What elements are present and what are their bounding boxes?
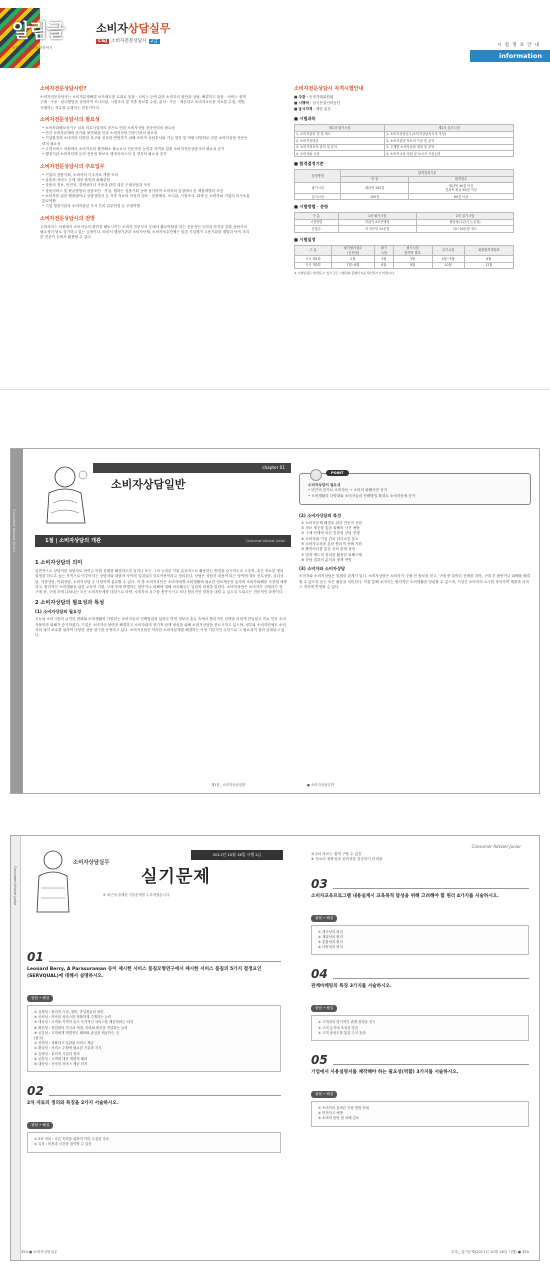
method-table [294, 212, 514, 232]
paragraph: 소비자와 소비자상담은 밀접한 관계가 있다. 소비자상담은 소비자가 구매 전 정보를 얻고, 구매 중 올바른 선택을 하며, 구매 후 불만이나 피해를 해결할 수 있도록 돕는 모든 활동을 의미한다. 이를 통해 소비자는 합리적인 소비생활을 영위할 수 있으며, 기업은 소비자의 요구를 파악하여 제품과 서비스 개선에 반영할 수 있다. [299, 574, 531, 589]
section-title: 1절 | 소비자상담의 개관 [45, 538, 102, 544]
table-cell: 시험방법 [295, 219, 339, 225]
point-box [299, 473, 531, 505]
table-row [295, 226, 514, 232]
table-cell: 필기시험 [295, 183, 341, 194]
bullet-list [40, 173, 250, 210]
table-header: 제1차 필기시험 [295, 125, 385, 131]
subheading: (2) 소비자상담의 특성 [299, 512, 342, 518]
series-title [96, 20, 170, 36]
table-row [295, 151, 514, 157]
table-cell: 3. 소비자정보의 관리 및 분석 [295, 144, 385, 150]
point-line: 소비자상담의 필요성 [308, 483, 341, 487]
section-title: 소비자전문상담사의 주요업무 [40, 163, 105, 170]
chapter-title: 소비자상담일반 [111, 478, 186, 491]
table-header: 합격결정기준 [341, 170, 514, 176]
answer-line: ⑤ 대응성 : 신속한 서비스 제공 의지 [34, 1062, 88, 1067]
list-item: ⑤ 소비자교육을 통한 합리적 선택 지원 [301, 542, 363, 547]
table-cell: 기사 제3회 [295, 262, 332, 268]
section-title: 소비자전문상담사의 전망 [40, 215, 95, 222]
question-rule [333, 978, 529, 979]
subjects-table [294, 124, 514, 157]
point-tag: POINT [326, 470, 349, 476]
answer-tag: 참답 • 해설 [311, 915, 337, 922]
table-row [295, 183, 514, 194]
answer-line: ② 고객 유지에 초점을 맞춤 [318, 1025, 359, 1030]
pass-label: ■ 합격결정기준 [294, 161, 324, 167]
series-sub: 소비자전문상담사 [111, 39, 147, 44]
list-item: • 상품서비스 및 환급방법의 상담조언 · 작성, 행하는 상품기획 등에 참가하여 소비자의 입장에서 본 제품개발과 조언 [42, 188, 224, 193]
table-cell: 매과목 40점 이상 전과목 평균 60점 이상 [409, 183, 514, 194]
table-cell: 8월 [375, 262, 393, 268]
answer-box [311, 1101, 529, 1127]
list-item: ② 정보 제공을 통한 피해의 사전 예방 [301, 526, 360, 531]
question-text: 소비자교육프로그램 내용설계시 교육목적 달성을 위해 고려해야 할 원리 4가지를 서술하시오. [311, 893, 499, 899]
list-item: • 상품과 서비스 등에 대한 불만과 피해상담 [42, 177, 110, 182]
footer-right: ● 소비자상담일반 [307, 783, 334, 787]
answer-line: ③ 고객 충성도를 통한 수익 창출 [318, 1030, 366, 1035]
answer-line: ③ 소비자 불만 및 피해 감소 [318, 1116, 360, 1121]
left-column [40, 80, 250, 241]
table-cell: 1. 소비자상담실무(소비자상담서식의 작성) [385, 131, 514, 137]
method-label: ■ 시험방법 · 문항 [294, 204, 329, 210]
table-header: 최종합격자발표 [464, 245, 513, 256]
question-number: 02 [27, 1084, 44, 1099]
table-cell: 매과목 100점 [341, 183, 409, 194]
list-item: ⑥ 불만처리를 통한 신뢰 관계 형성 [301, 547, 356, 552]
info-row: ■ 시행처 : 한국산업인력공단 [294, 100, 341, 105]
question-number: 05 [311, 1053, 328, 1068]
paragraph: 일반적으로 상담이란 내담자로 하여금 어떤 문제를 해결하도록 돕거나 또는 그의 능력을 키워 효과적으로 활용하는 방법을 습득하도록 도우며, 혹은 중요한 생의 결정을 하도록 돕는 목적으로 이루어지는 상담자와 내담자 사이의 일대일의 상호작용이라고 정의된다. 상담은 상담자 내용이 되는 영역에 따라 진로상담, 심리상담, 가정상담, 목회상담, 소비자상담 등 다양하게 분류할 수 있다. 이 중 소비자상담은 소비자에게 소비생활에 필요한 정보제공을 통하여 소비자피해를 사전에 예방하고, 합리적인 소비생활을 위한 교육적 지원, 구매 후에 발생하는 불만이나 피해에 대해 처리해주는 일련의 과정을 말한다. 소비자상담은 소비자가 구매하기 전, 구매 중, 구매 후에 나타나는 모든 소비자문제를 대상으로 하며, 소비자의 욕구를 충족시키고 보다 합리적인 결정을 내릴 수 있도록 도와주는 전문적인 과정이다. [35, 569, 287, 595]
answer-line: ③ 유형성 : 물리적 시설과 장비 [34, 1051, 80, 1056]
answer-tag: 참답 • 해설 [27, 1122, 53, 1129]
answer-tag: 참답 • 해설 [311, 1005, 337, 1012]
table-cell: 4. 소비자와 시장 [295, 151, 385, 157]
page-title: 실기문제 [141, 867, 211, 887]
spine-text: Consumer Adviser Junior [13, 866, 17, 906]
left-column [27, 946, 281, 1161]
table-cell: 7월~8월 [331, 262, 374, 268]
logo: 알림글 [12, 20, 65, 42]
table-cell: 100점 [341, 194, 409, 200]
info-row: ■ 주관 : 공정거래위원회 [294, 95, 334, 99]
table-cell: 6월 [464, 256, 513, 262]
right-column [311, 852, 529, 1135]
table-cell: 필답형(주관식 논술형) [416, 219, 513, 225]
question-rule [333, 1064, 529, 1065]
answer-line: ② 안전사고 예방 [318, 1111, 343, 1116]
footer-left: 제1장_ 소비자상담일반 [211, 783, 246, 787]
answer-line: ① 신뢰성 : 정확하고 일관된 서비스 제공 [34, 1041, 94, 1046]
list-item: • 소비자피해보상기구 설치 의무사업자의 증가로 인한 소비자상담 전문인력의 필요성 [42, 125, 175, 130]
schedule-label: ■ 시험일정 [294, 236, 316, 242]
point-line: • 소비생활의 다양화와 소비자들의 선택방법 확대로 소비자문제 증가 [308, 493, 416, 498]
table-cell: 2. 소비자관련 자료의 가공 및 분석 [385, 138, 514, 144]
table-cell: 문항수 [295, 226, 339, 232]
subjects-label-text: 시험과목 [299, 116, 316, 122]
list-item: ⑦ 법적·제도적 장치를 활용한 피해구제 [301, 552, 363, 557]
answer-box [27, 1005, 281, 1072]
title-note: ※ 최근에 출제된 기출문제를 수록하였습니다. [103, 893, 171, 897]
table-cell: 9월 [393, 262, 432, 268]
section-body: 소비자전문상담사는 소비자분쟁해결 보조제도를 토대로 물품 · 서비스 등에 관한 소비자의 불만을 상담, 해결하고 물품 · 서비스 정책 구매 · 사용 · 관리방법을 상담하여 모니터링, 시장조사 및 각종 정보를 수집, 분석 · 가공 · 제공하고 소비자교육용 자료를 수집, 개발, 시행하는 직무를 수행하는 전문가이다. [40, 95, 246, 110]
section-title: 소비자전문상담사의 필요성 [40, 116, 100, 123]
table-cell: 기사 제1회 [295, 256, 332, 262]
list-item: • 고객서비스 차원에서 소비자들의 불만해소 불요로서 전문적인 능력과 자격을 갖춘 소비자전문상담사의 필요성 증가 [42, 147, 225, 152]
right-column [299, 473, 531, 590]
table-cell: 4. 소비자교육 지원 및 보고서 작성능력 [385, 151, 514, 157]
answer-line: ④ 확신성 : 종업원의 지식과 예절, 신뢰와 확신을 전달하는 능력 [34, 1025, 128, 1030]
info-en: information [470, 50, 550, 62]
table-row [295, 194, 514, 200]
table-cell: 60점 이상 [409, 194, 514, 200]
table-header: 구 분 [295, 245, 332, 256]
schedule-note: ※ 시행일정은 변경될 수 있으므로 시행처의 홈페이지를 확인하시기 바랍니다. [294, 271, 395, 276]
table-header: 검정방법 [295, 170, 341, 183]
subheading: (1) 소비자상담의 필요성 [35, 609, 82, 615]
series-title-main: 소비자 [96, 22, 128, 35]
list-item: • 기업의 상품기획, 소비자의 기초자료 개발 조력 [42, 172, 119, 177]
series-title-accent: 상담실무 [127, 22, 171, 35]
exam-date-bar: 2011년 10월 16일 시행 2급 [191, 850, 283, 860]
page-header [0, 8, 550, 68]
list-item: • 행정기관·소비자단체 등의 전문성 확보로 행정서비스의 질 향상의 필요성 증가 [42, 152, 167, 157]
info-kr: 시 험 정 보 안 내 [497, 43, 540, 48]
info-key: 응시자격 [298, 106, 313, 111]
answer-line: ① 2차 자료 : 다른 목적을 위하여 이미 수집된 자료 [34, 1137, 109, 1142]
section-body: 고객서비스 차원에서 소비자들의 불만을 해소시키는 소비자 전문부서 등에서 활로역할을 하는 전문적인 능력과 자격을 갖춘 상담사의 필요성이 날로 증가하고 있는 실정이다. 따라서 행정기관과 소비자단체, 소비자보호단체는 물론 기업체가 고용기회를 계발과 아직 조리한 전문가 등에서 활용할 수 있다. [40, 224, 250, 240]
info-key: 시행처 [298, 100, 309, 105]
info-value: 한국산업인력공단 [312, 100, 341, 105]
section-title: 소비자전문상담사란? [40, 86, 87, 92]
table-cell: 실기시험 [295, 194, 341, 200]
list-item: • 빈간 소비자문제의 증가와 불만회원 인한 소비자상담 전문인력의 필요성 [42, 131, 158, 136]
info-key: 주관 [298, 95, 306, 99]
answer-line: ① 고객과의 장기적인 관계 형성을 중시 [318, 1020, 376, 1025]
table-cell: 객관식 4지선택형 [338, 219, 416, 225]
page-3 [10, 835, 540, 1261]
question-text: 관계마케팅의 특징 3가지를 서술하시오. [311, 984, 392, 990]
info-row: ■ 응시자격 : 제한 없음 [294, 106, 331, 111]
page-1 [0, 0, 550, 390]
answer-tag: 참답 • 해설 [27, 995, 53, 1002]
subheading: (3) 소비자와 소비자상담 [299, 566, 346, 572]
list-item: • 상품의 정보, 안전성, 경제성이나 사용과 관련 대한 구매상담과 조언 [42, 183, 151, 188]
pass-table [294, 169, 514, 200]
answer-line: ① 유형성 : 물리적 시설, 장비, 종업원들의 외양 [34, 1010, 104, 1014]
page-2 [10, 448, 540, 794]
paragraph: 오늘날 소비시장의 급격한 변화와 소비생활의 다양화는 소비자들의 선택범위를 넓혀준 반면 정보의 홍수 속에서 합리적인 선택을 어렵게 만들었고 이로 인한 소비자불만과 피해가 증가하였다. 기업은 소비자의 불만을 해결하고 소비자와의 장기적 관계 형성을 위해 소비자상담을 중요시하고 있으며, 정부와 소비자단체도 소비자의 권익 보호를 위하여 다양한 상담 창구를 운영하고 있다. 소비자상담은 이러한 소비자문제를 해결하는 가장 기본적인 수단으로 그 필요성이 점차 증대되고 있다. [35, 617, 286, 638]
answer-line: ④ 공감성 : 고객에 대한 개별적 배려 [34, 1056, 88, 1061]
question-number: 04 [311, 967, 328, 982]
series-subtitle [96, 38, 160, 44]
answer-box [311, 925, 529, 956]
table-cell: 2월 [331, 256, 374, 262]
continued-line: ④ 자료의 정확성과 신뢰성을 검증하기 어려움 [311, 857, 383, 862]
table-header: 합격점수 [409, 176, 514, 182]
heading: 1 소비자상담의 의미 [35, 560, 83, 566]
table-cell: 2. 소비자상담론 [295, 138, 385, 144]
point-icon [310, 469, 322, 481]
series-level: 2급 [150, 39, 158, 44]
table-cell: 11월 [464, 262, 513, 268]
answer-line: ⑤ 공감성 : 고객에게 개별적인 배려와 관심을 제공하는 것 [34, 1030, 119, 1035]
exam-info-title: 소비자전문상담사 자격시험안내 [294, 86, 364, 92]
list-item: ① 소비자문제 해결을 위한 전문적 상담 [301, 520, 363, 525]
table-header: 필기원서접수 (인터넷) [331, 245, 374, 256]
table-cell: 4월~5월 [432, 256, 464, 262]
list-item: ④ 소비자와 기업 간의 의사소통 통로 [301, 536, 359, 541]
table-cell: 15~20문항 정도 [416, 226, 513, 232]
schedule-label-text: 시험일정 [299, 236, 316, 242]
table-header: 필기시험 합격자 발표 [393, 245, 432, 256]
running-header: Consumer Adviser Junior [471, 844, 521, 849]
answer-line: ① 소비자의 올바른 사용 방법 안내 [318, 1106, 370, 1111]
bullet-list [40, 126, 250, 158]
spine-text: Consumer Adviser Junior [12, 509, 16, 553]
list-item: ③ 구매 단계에 따른 맞춤형 상담 진행 [301, 531, 360, 536]
table-cell: 10월 [432, 262, 464, 268]
answer-tag: 참답 • 해설 [311, 1091, 337, 1098]
table-header: 제2차 실기시험 [385, 125, 514, 131]
table-header: 1차 필기시험 [338, 213, 416, 219]
table-cell: 3. 주제별 소비자상담 계획 및 운영 [385, 144, 514, 150]
footer-left: 354 ● 소비자상담실무 [21, 1250, 58, 1254]
answer-line: ③ 대응성 : 고객을 기꺼이 돕고 즉각적인 서비스를 제공하려는 의지 [34, 1020, 134, 1025]
table-cell: 3월 [393, 256, 432, 262]
footer-right: 부록_ 실기문제(2011년 10월 16일 시행) ● 355 [451, 1250, 529, 1254]
answer-line: ② 계열성의 원리 [318, 934, 343, 939]
series-title: 소비자상담실무 [73, 860, 110, 866]
method-label-text: 시험방법 · 문항 [299, 204, 329, 210]
table-cell: 3월 [375, 256, 393, 262]
question-number: 03 [311, 876, 328, 891]
point-line: • 빈간의 증가로 소비자들 → 소리의 피해사전 증가 [308, 488, 388, 493]
question-number: 01 [27, 950, 44, 964]
left-column [35, 555, 287, 639]
answer-line: ② 신뢰성 : 약속된 서비스를 정확하게 수행하는 능력 [34, 1015, 112, 1020]
item-list [299, 521, 531, 563]
answer-line: ② 확실성 : 서비스 수행에 필요한 기술과 지식 [34, 1046, 102, 1051]
list-item: • 기업 행정기관과 소비자관련 부서 간의 업무연결 등 조정역할 [42, 204, 141, 209]
question-rule [333, 888, 529, 889]
question-rule [49, 1095, 281, 1096]
question-text: 2차 자료의 정의와 특징을 2가지 서술하시오. [27, 1101, 119, 1107]
table-header: 필기 시험 [375, 245, 393, 256]
heading: 2 소비자상담의 필요성과 특성 [35, 600, 105, 607]
section-en: Consumer Adviser Junior [245, 539, 285, 543]
pass-label-text: 합격결정기준 [299, 161, 324, 167]
table-row [295, 262, 514, 268]
logo-subtitle: 시험정보, 원활에 관하여기 [12, 46, 53, 50]
table-cell: 각 과목당 25문항 [338, 226, 416, 232]
answer-box [27, 1132, 281, 1152]
table-header: 만 점 [341, 176, 409, 182]
page-spine [11, 449, 23, 794]
page-spine [11, 836, 21, 1261]
list-item: ⑧ 상담 결과의 분석과 정책 반영 [301, 557, 352, 562]
question-text: 기업에서 사용설명서를 제작해야 하는 필요성(역할) 3가지를 서술하시오. [311, 1070, 459, 1076]
list-item: • 소비자를 위한 팸플릿이나 상품설명서 등 각종 자료의 작성과 점포 · 상품배치, 포너위, 시장조사, 회계 등 소비자와 기업의 의사소통 통로역할 [42, 193, 250, 204]
answer-line: ① 계속성의 원리 [318, 929, 343, 934]
answer-line: ④ 다양성의 원리 [318, 945, 343, 950]
answer-line: (참고) [34, 1036, 44, 1041]
question-text: Leonard Berry, A Parasuraman 등이 제시한 서비스 품질모형연구에서 제시한 서비스 품질의 5가지 결정요인(SERVQUAL)에 대해서 설명하시오. [27, 967, 262, 979]
right-column [294, 80, 514, 277]
answer-box [311, 1015, 529, 1041]
schedule-table [294, 245, 514, 270]
table-header: 구 분 [295, 213, 339, 219]
continued-line: ③ 2차 자료는 쉽게 구할 수 있음 [311, 852, 362, 856]
exam-illustration [31, 846, 75, 916]
subjects-label: ■ 시험과목 [294, 116, 316, 122]
chapter-illustration [39, 463, 93, 527]
list-item: • 기업환경에 소비자의 다양한 욕구와 신호를 반영하기 위해 소비자 상담부서와 기능 향상 및 역량 다양화로 인한 소비자상담 전문인력의 필요성 [42, 136, 248, 146]
chapter-bar: chapter 01 [93, 463, 291, 473]
section-bar [35, 535, 291, 547]
info-value: 제한 없음 [315, 106, 331, 111]
answer-line: ② 특징 : 비용과 시간을 절약할 수 있음 [34, 1142, 92, 1147]
table-header: 2차 실기시험 [416, 213, 513, 219]
table-cell: 1. 소비자관련 법 및 제도 [295, 131, 385, 137]
answer-line: ③ 통합성의 원리 [318, 940, 343, 944]
series-tag: C&J [98, 39, 108, 44]
table-header: 실기시험 [432, 245, 464, 256]
question-rule [49, 961, 281, 962]
info-value: 공정거래위원회 [309, 95, 334, 99]
